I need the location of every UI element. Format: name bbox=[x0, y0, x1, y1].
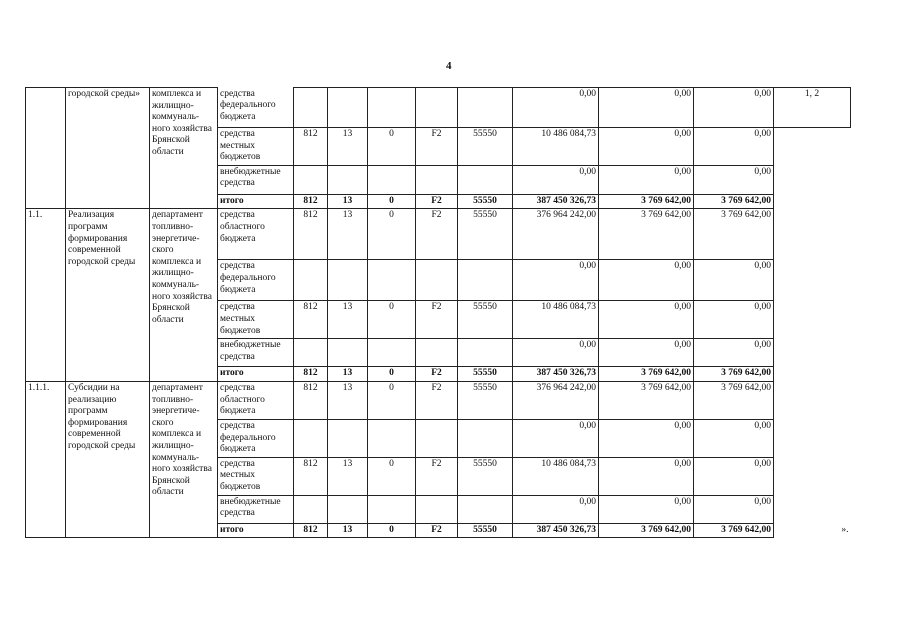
grbs-code bbox=[294, 495, 328, 523]
grbs-code: 812 bbox=[294, 457, 328, 495]
amount-year-3: 0,00 bbox=[694, 495, 774, 523]
grbs-code: 812 bbox=[294, 367, 328, 382]
amount-year-1: 0,00 bbox=[513, 495, 599, 523]
target-number: 55550 bbox=[458, 301, 513, 339]
target-number bbox=[458, 260, 513, 301]
subsection-code bbox=[368, 165, 416, 194]
target-code bbox=[416, 419, 458, 457]
item-name: городской среды» bbox=[66, 88, 150, 209]
item-number bbox=[26, 88, 66, 209]
executor: департамент топливно-энергетиче-ского комплекса и жилищно-коммуналь-ного хозяйства Брянской области bbox=[150, 381, 218, 537]
section-code: 13 bbox=[328, 457, 368, 495]
target-number bbox=[458, 165, 513, 194]
amount-year-1: 376 964 242,00 bbox=[513, 209, 599, 260]
subsection-code bbox=[368, 260, 416, 301]
funding-source: итого bbox=[218, 194, 294, 209]
section-code: 13 bbox=[328, 381, 368, 419]
item-name: Субсидии на реализацию программ формирования современной городской среды bbox=[66, 381, 150, 537]
amount-year-1: 0,00 bbox=[513, 419, 599, 457]
amount-year-3: 0,00 bbox=[694, 457, 774, 495]
amount-year-2: 0,00 bbox=[599, 88, 694, 128]
amount-year-3: 3 769 642,00 bbox=[694, 381, 774, 419]
amount-year-2: 3 769 642,00 bbox=[599, 367, 694, 382]
amount-year-3: 3 769 642,00 bbox=[694, 209, 774, 260]
amount-year-1: 0,00 bbox=[513, 88, 599, 128]
amount-year-3: 0,00 bbox=[694, 301, 774, 339]
amount-year-3: 3 769 642,00 bbox=[694, 367, 774, 382]
section-code bbox=[328, 88, 368, 128]
amount-year-1: 10 486 084,73 bbox=[513, 128, 599, 166]
amount-year-2: 0,00 bbox=[599, 260, 694, 301]
target-code: F2 bbox=[416, 367, 458, 382]
amount-year-2: 0,00 bbox=[599, 165, 694, 194]
funding-source: внебюджетные средства bbox=[218, 339, 294, 367]
amount-year-3: 0,00 bbox=[694, 88, 774, 128]
page-number: 4 bbox=[446, 60, 452, 72]
item-number: 1.1.1. bbox=[26, 381, 66, 537]
amount-year-3: 0,00 bbox=[694, 260, 774, 301]
grbs-code: 812 bbox=[294, 209, 328, 260]
target-code bbox=[416, 260, 458, 301]
amount-year-1: 0,00 bbox=[513, 165, 599, 194]
grbs-code: 812 bbox=[294, 523, 328, 538]
target-number: 55550 bbox=[458, 128, 513, 166]
section-code: 13 bbox=[328, 523, 368, 538]
funding-source: средства местных бюджетов bbox=[218, 301, 294, 339]
amount-year-2: 0,00 bbox=[599, 128, 694, 166]
amount-year-1: 0,00 bbox=[513, 339, 599, 367]
amount-year-2: 3 769 642,00 bbox=[599, 194, 694, 209]
target-code: F2 bbox=[416, 301, 458, 339]
target-code bbox=[416, 165, 458, 194]
subsection-code bbox=[368, 339, 416, 367]
grbs-code: 812 bbox=[294, 194, 328, 209]
funding-source: средства местных бюджетов bbox=[218, 128, 294, 166]
amount-year-2: 3 769 642,00 bbox=[599, 523, 694, 538]
target-number bbox=[458, 495, 513, 523]
amount-year-2: 0,00 bbox=[599, 457, 694, 495]
amount-year-2: 0,00 bbox=[599, 419, 694, 457]
target-number: 55550 bbox=[458, 381, 513, 419]
trailing-note: 1, 2 bbox=[774, 88, 851, 128]
section-code: 13 bbox=[328, 367, 368, 382]
amount-year-1: 10 486 084,73 bbox=[513, 301, 599, 339]
subsection-code bbox=[368, 419, 416, 457]
target-code: F2 bbox=[416, 194, 458, 209]
grbs-code bbox=[294, 339, 328, 367]
item-name: Реализация программ формирования современной городской среды bbox=[66, 209, 150, 382]
trailing-cell bbox=[774, 209, 851, 382]
amount-year-2: 0,00 bbox=[599, 301, 694, 339]
amount-year-2: 0,00 bbox=[599, 339, 694, 367]
table-row bbox=[26, 209, 851, 260]
subsection-code: 0 bbox=[368, 128, 416, 166]
grbs-code bbox=[294, 260, 328, 301]
target-code: F2 bbox=[416, 523, 458, 538]
funding-source: средства федерального бюджета bbox=[218, 419, 294, 457]
grbs-code: 812 bbox=[294, 301, 328, 339]
funding-source: итого bbox=[218, 367, 294, 382]
target-code bbox=[416, 339, 458, 367]
target-number bbox=[458, 419, 513, 457]
subsection-code: 0 bbox=[368, 301, 416, 339]
subsection-code bbox=[368, 495, 416, 523]
section-code: 13 bbox=[328, 209, 368, 260]
closing-quote: ». bbox=[841, 525, 849, 536]
grbs-code bbox=[294, 165, 328, 194]
subsection-code: 0 bbox=[368, 194, 416, 209]
executor: комплекса и жилищно-коммуналь-ного хозяйства Брянской области bbox=[150, 88, 218, 209]
amount-year-1: 387 450 326,73 bbox=[513, 523, 599, 538]
amount-year-3: 0,00 bbox=[694, 339, 774, 367]
amount-year-1: 387 450 326,73 bbox=[513, 194, 599, 209]
target-number: 55550 bbox=[458, 523, 513, 538]
target-number: 55550 bbox=[458, 194, 513, 209]
funding-source: средства федерального бюджета bbox=[218, 88, 294, 128]
amount-year-1: 10 486 084,73 bbox=[513, 457, 599, 495]
subsection-code bbox=[368, 88, 416, 128]
target-code: F2 bbox=[416, 381, 458, 419]
section-code: 13 bbox=[328, 301, 368, 339]
funding-source: средства областного бюджета bbox=[218, 381, 294, 419]
target-code: F2 bbox=[416, 128, 458, 166]
funding-source: средства местных бюджетов bbox=[218, 457, 294, 495]
funding-source: средства федерального бюджета bbox=[218, 260, 294, 301]
item-number: 1.1. bbox=[26, 209, 66, 382]
amount-year-2: 3 769 642,00 bbox=[599, 381, 694, 419]
section-code: 13 bbox=[328, 194, 368, 209]
amount-year-3: 0,00 bbox=[694, 128, 774, 166]
section-code bbox=[328, 165, 368, 194]
target-number: 55550 bbox=[458, 367, 513, 382]
table-row bbox=[26, 381, 851, 419]
funding-source: итого bbox=[218, 523, 294, 538]
section-code: 13 bbox=[328, 128, 368, 166]
subsection-code: 0 bbox=[368, 209, 416, 260]
amount-year-2: 3 769 642,00 bbox=[599, 209, 694, 260]
executor: департамент топливно-энергетиче-ского комплекса и жилищно-коммуналь-ного хозяйства Брянской области bbox=[150, 209, 218, 382]
target-code: F2 bbox=[416, 209, 458, 260]
amount-year-3: 3 769 642,00 bbox=[694, 194, 774, 209]
section-code bbox=[328, 419, 368, 457]
grbs-code: 812 bbox=[294, 381, 328, 419]
trailing-cell bbox=[774, 128, 851, 209]
funding-source: внебюджетные средства bbox=[218, 495, 294, 523]
subsection-code: 0 bbox=[368, 523, 416, 538]
amount-year-3: 0,00 bbox=[694, 419, 774, 457]
amount-year-1: 376 964 242,00 bbox=[513, 381, 599, 419]
target-number: 55550 bbox=[458, 457, 513, 495]
target-code: F2 bbox=[416, 457, 458, 495]
target-number bbox=[458, 88, 513, 128]
amount-year-1: 0,00 bbox=[513, 260, 599, 301]
section-code bbox=[328, 495, 368, 523]
section-code bbox=[328, 260, 368, 301]
subsection-code: 0 bbox=[368, 367, 416, 382]
amount-year-1: 387 450 326,73 bbox=[513, 367, 599, 382]
grbs-code: 812 bbox=[294, 128, 328, 166]
amount-year-2: 0,00 bbox=[599, 495, 694, 523]
target-code bbox=[416, 88, 458, 128]
target-number bbox=[458, 339, 513, 367]
budget-table bbox=[25, 87, 851, 538]
table-row bbox=[26, 88, 851, 128]
subsection-code: 0 bbox=[368, 457, 416, 495]
funding-source: внебюджетные средства bbox=[218, 165, 294, 194]
funding-source: средства областного бюджета bbox=[218, 209, 294, 260]
target-number: 55550 bbox=[458, 209, 513, 260]
subsection-code: 0 bbox=[368, 381, 416, 419]
section-code bbox=[328, 339, 368, 367]
amount-year-3: 3 769 642,00 bbox=[694, 523, 774, 538]
grbs-code bbox=[294, 88, 328, 128]
amount-year-3: 0,00 bbox=[694, 165, 774, 194]
target-code bbox=[416, 495, 458, 523]
grbs-code bbox=[294, 419, 328, 457]
